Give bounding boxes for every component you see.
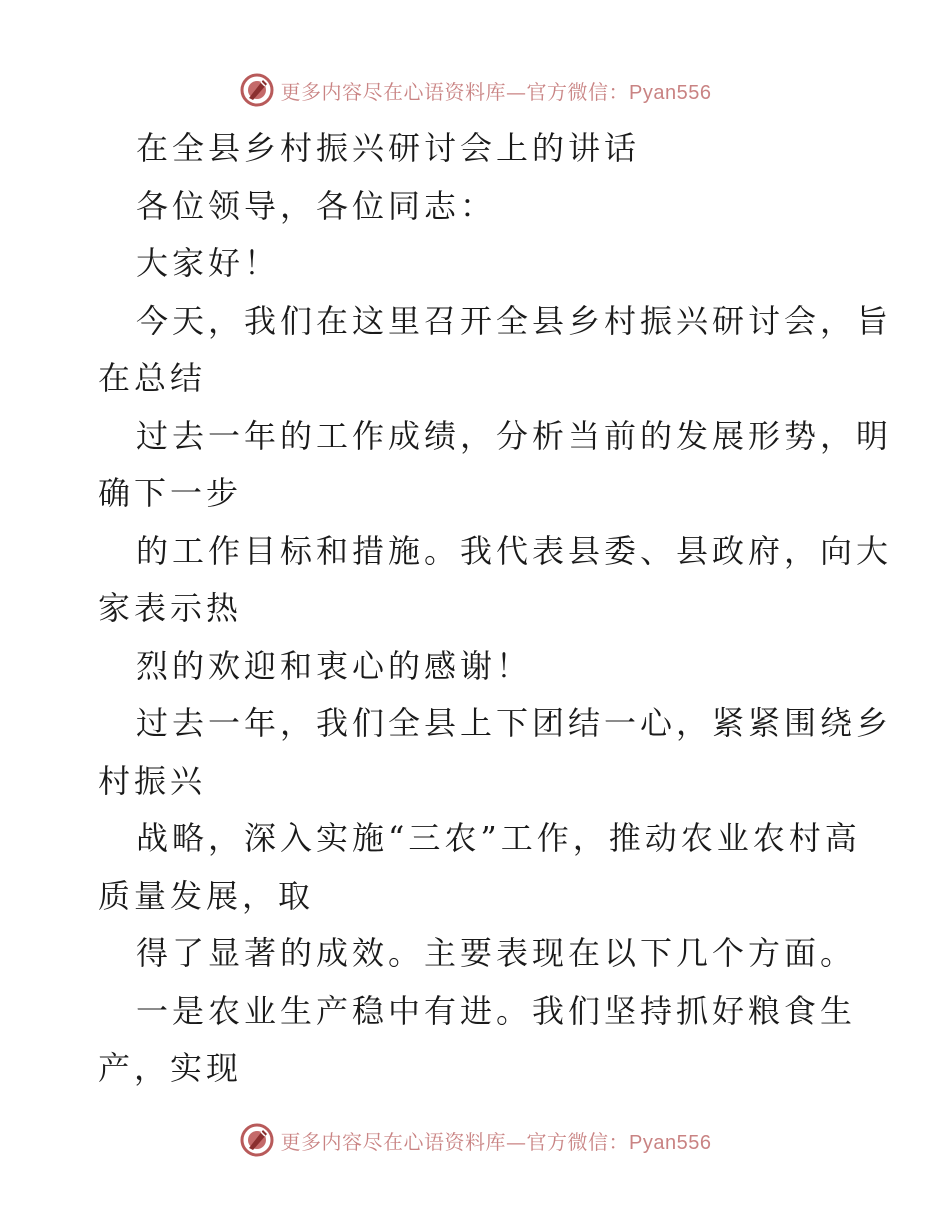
text-line: 确下一步: [98, 474, 243, 512]
text-line: 烈的欢迎和衷心的感谢！: [136, 646, 533, 685]
banner-caption: 更多内容尽在心语资料库—官方微信：: [280, 79, 630, 104]
doc-title: 在全县乡村振兴研讨会上的讲话: [136, 129, 641, 167]
text-line: 过去一年，我们全县上下团结一心，紧紧围绕乡: [136, 704, 893, 742]
banner-text: [281, 1126, 712, 1155]
header-banner: [0, 70, 950, 110]
pen-nib-circle-icon: [239, 1122, 275, 1158]
text-line: 过去一年的工作成绩，分析当前的发展形势，明: [136, 416, 893, 455]
footer-banner: [0, 1120, 950, 1160]
banner-caption: 更多内容尽在心语资料库—官方微信：: [280, 1129, 630, 1154]
text-line: 产，实现: [98, 1049, 243, 1087]
wechat-id: Pyan556: [629, 1131, 712, 1154]
text-line: 一是农业生产稳中有进。我们坚持抓好粮食生: [136, 991, 857, 1030]
text-line: 得了显著的成效。主要表现在以下几个方面。: [136, 934, 857, 972]
text-line: 今天，我们在这里召开全县乡村振兴研讨会，旨: [136, 301, 893, 340]
text-line: 村振兴: [98, 761, 207, 800]
text-line: 家表示热: [98, 589, 243, 627]
pen-nib-circle-icon: [239, 72, 275, 108]
banner-text: [281, 76, 712, 105]
wechat-id: Pyan556: [629, 81, 712, 104]
text-line: 质量发展，取: [98, 876, 315, 915]
salutation: 各位领导，各位同志：: [136, 186, 497, 225]
text-line: 在总结: [98, 359, 207, 397]
text-line: 的工作目标和措施。我代表县委、县政府，向大: [136, 531, 893, 570]
greeting: 大家好！: [136, 244, 281, 282]
text-line: 战略，深入实施“三农”工作，推动农业农村高: [136, 819, 861, 857]
document-body: [98, 120, 893, 1098]
